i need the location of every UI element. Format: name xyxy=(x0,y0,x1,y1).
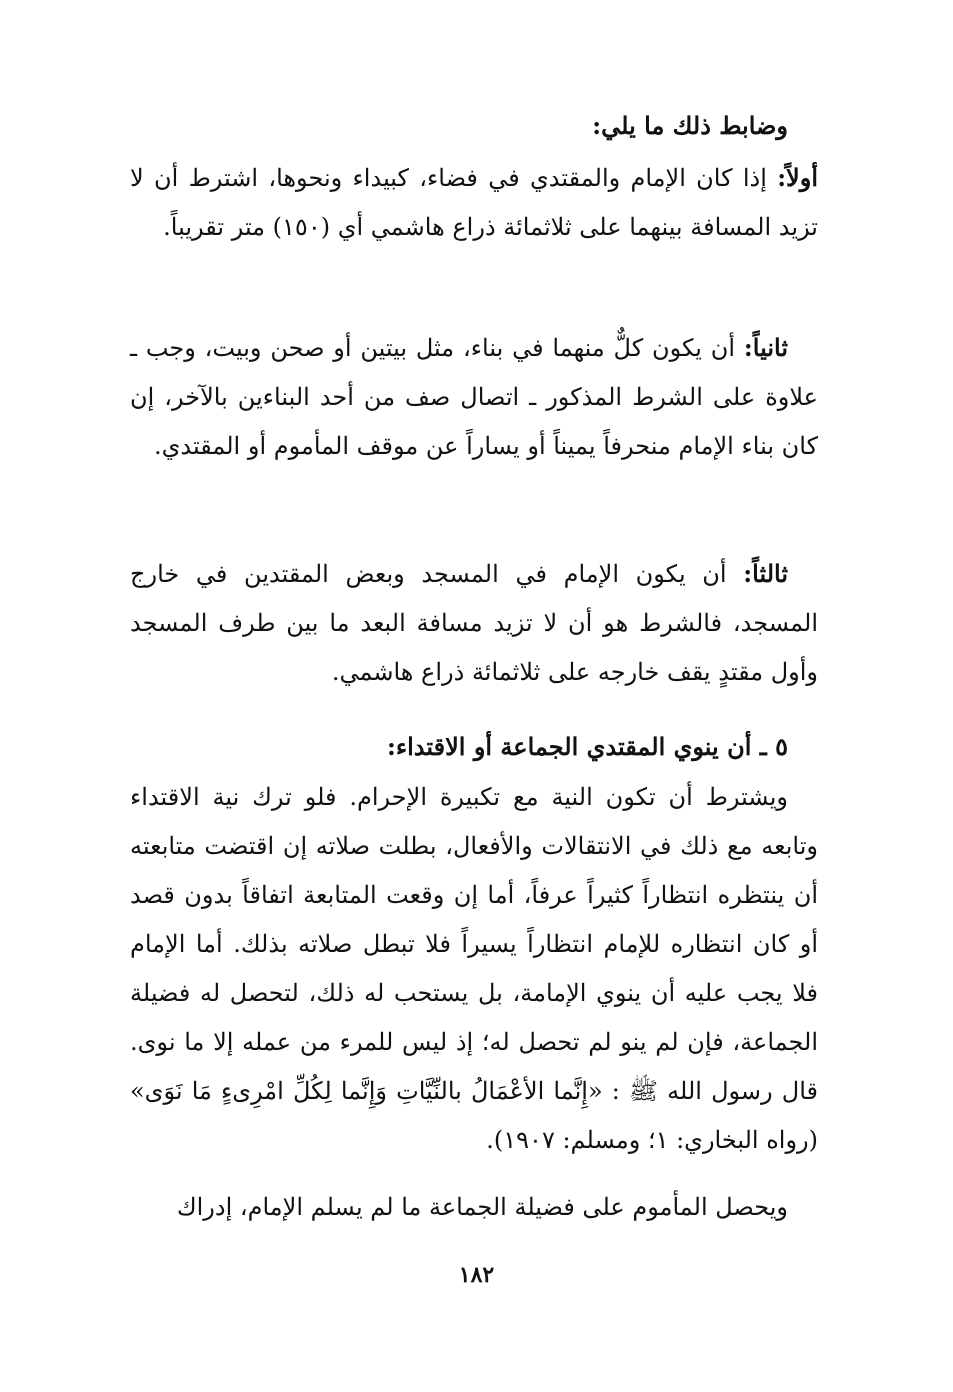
condition-third xyxy=(130,549,818,697)
condition-second xyxy=(130,323,818,471)
rules-heading: وضابط ذلك ما يلي: xyxy=(592,111,788,140)
paragraph-text: ويشترط أن تكون النية مع تكبيرة الإحرام. فلو ترك نية الاقتداء وتابعه مع ذلك في الانتقالات والأفعال، بطلت صلاته إن اقتضت متابعته أن ينتظره انتظاراً كثيراً عرفاً، أما إن وقعت المتابعة اتفاقاً بدون قصد أو كان انتظاره للإمام انتظاراً يسيراً فلا تبطل صلاته بذلك. أما الإمام فلا يجب عليه أن ينوي الإمامة، بل يستحب له ذلك، لتحصل له فضيلة الجماعة، فإن لم ينو لم تحصل له؛ إذ ليس للمرء من عمله إلا ما نوى. xyxy=(130,783,818,1056)
intention-paragraph xyxy=(130,773,818,1165)
condition-label: أولاً: xyxy=(777,163,818,192)
condition-text: أن يكون كلٌّ منهما في بناء، مثل بيتين أو صحن وبيت، وجب ـ علاوة على الشرط المذكور ـ اتصال صف من أحد البناءين بالآخر، إن كان بناء الإمام منحرفاً يميناً أو يساراً عن موقف المأموم أو المقتدي. xyxy=(130,334,818,460)
condition-text: أن يكون الإمام في المسجد وبعض المقتدين في خارج المسجد، فالشرط هو أن لا تزيد مسافة البعد ما بين طرف المسجد وأول مقتدٍ يقف خارجه على ثلاثمائة ذراع هاشمي. xyxy=(130,560,818,686)
last-paragraph: ويحصل المأموم على فضيلة الجماعة ما لم يسلم الإمام، إدراك xyxy=(176,1193,788,1221)
section-heading: ٥ ـ أن ينوي المقتدي الجماعة أو الاقتداء: xyxy=(386,732,788,761)
hadith-quote: «إِنَّما الأعْمَالُ بالنِّيَّاتِ وَإِنَّما لِكُلِّ امْرِىءٍ مَا نَوَى» xyxy=(130,1077,603,1105)
condition-first xyxy=(130,153,818,252)
condition-label: ثانياً: xyxy=(743,333,788,362)
condition-label: ثالثاً: xyxy=(743,559,788,588)
condition-text: إذا كان الإمام والمقتدي في فضاء، كبيداء ونحوها، اشترط أن لا تزيد المسافة بينهما على ثلاثمائة ذراع هاشمي أي (١٥٠) متر تقريباً. xyxy=(130,164,818,241)
page-number: ١٨٢ xyxy=(458,1262,495,1288)
hadith-intro: قال رسول الله ﷺ : xyxy=(611,1077,818,1105)
hadith-citation: (رواه البخاري: ١؛ ومسلم: ١٩٠٧). xyxy=(486,1126,818,1154)
